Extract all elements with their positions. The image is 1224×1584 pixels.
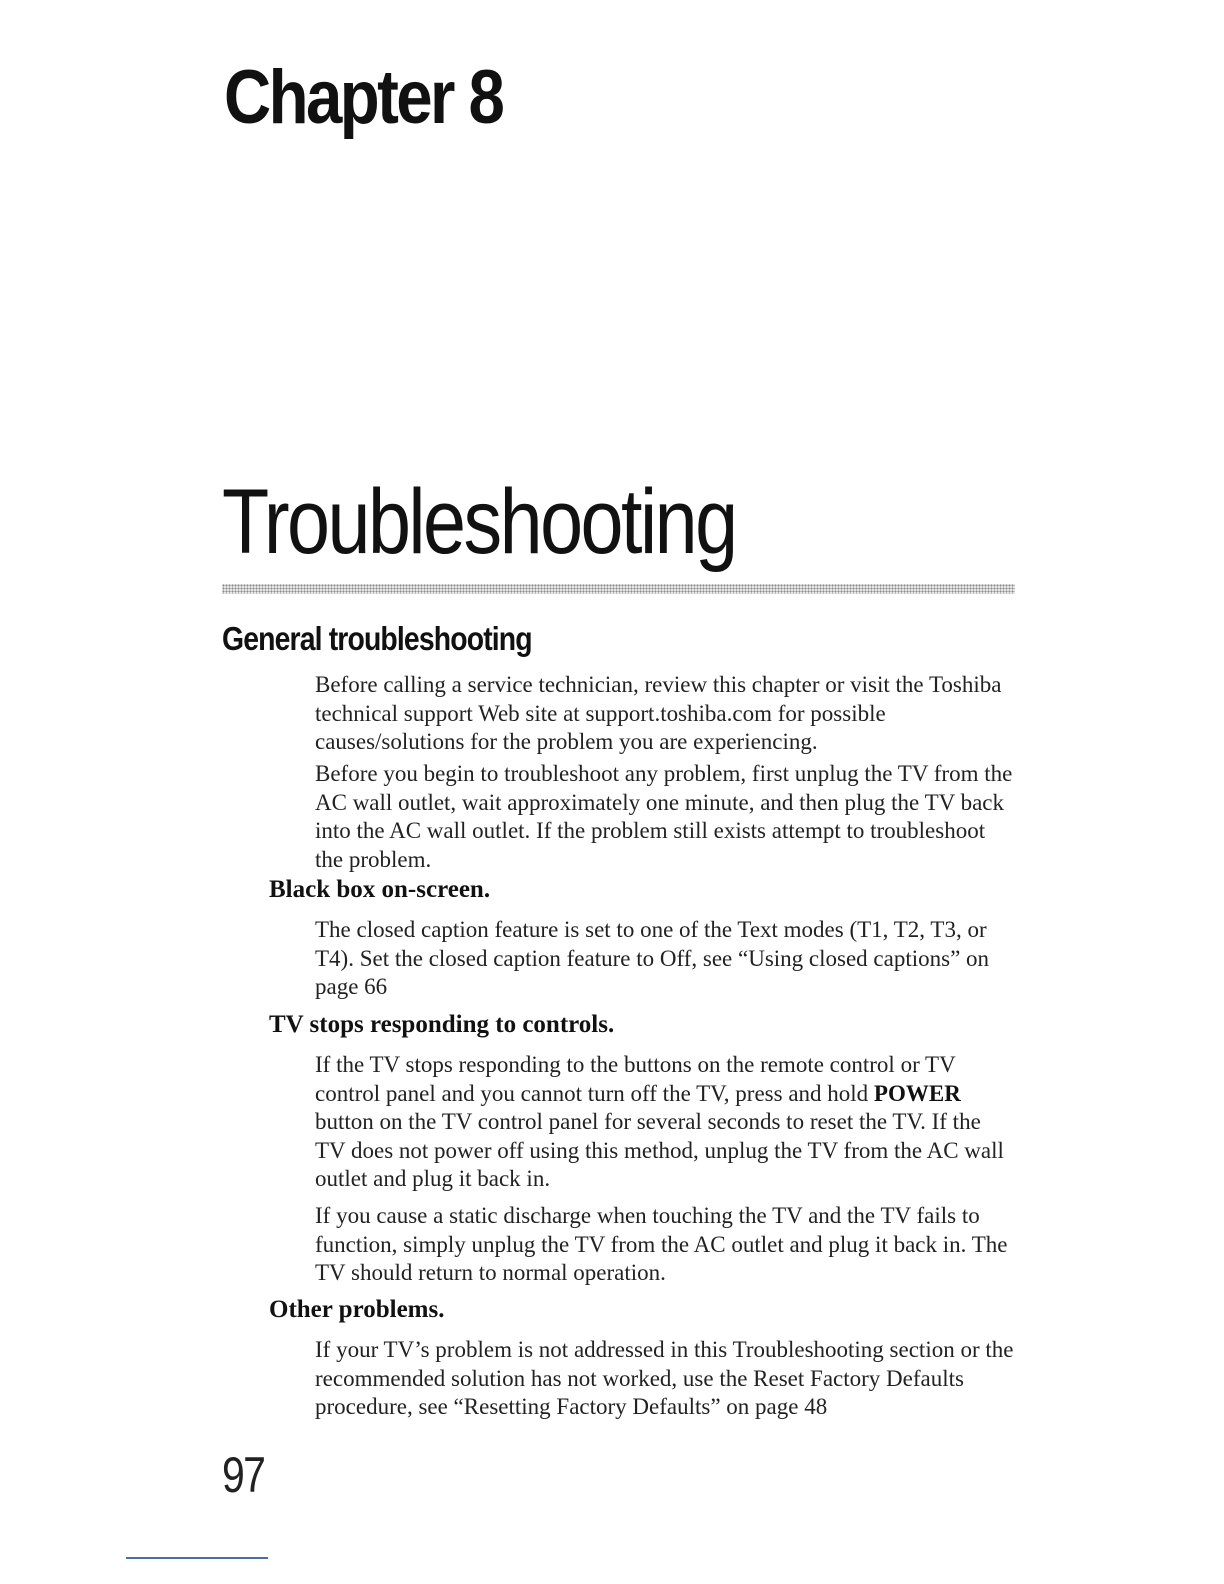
subsection-paragraph: If you cause a static discharge when touching the TV and the TV fails to function, simply unplug the TV from the AC outlet and plug it back in. The TV should return to normal operation. <box>315 1203 1008 1286</box>
text-run: button on the TV control panel for several seconds to reset the TV. If the TV does not power off using this method, unplug the TV from the AC wall outlet and plug it back in. <box>315 1109 1004 1192</box>
chapter-label: Chapter 8 <box>224 55 503 140</box>
footer-divider <box>126 1557 268 1559</box>
page-title: Troubleshooting <box>222 471 736 573</box>
subsection-heading: Black box on-screen. <box>269 876 491 903</box>
text-run: If the TV stops responding to the buttons on the remote control or TV control panel and you cannot turn off the TV, press and hold <box>315 1052 956 1106</box>
section-heading: General troubleshooting <box>222 620 532 657</box>
page-number: 97 <box>222 1447 265 1503</box>
power-button-label: POWER <box>873 1080 961 1106</box>
intro-paragraph: Before calling a service technician, review this chapter or visit the Toshiba technical support Web site at support.toshiba.com for possible causes/solutions for the problem you are experiencing. <box>315 672 1002 755</box>
subsection-paragraph: The closed caption feature is set to one of the Text modes (T1, T2, T3, or T4). Set the closed caption feature to Off, see “Using closed captions” on page 66 <box>315 917 990 1000</box>
subsection-paragraph <box>315 1051 1015 1194</box>
subsection-paragraph: If your TV’s problem is not addressed in this Troubleshooting section or the recommended solution has not worked, use the Reset Factory Defaults procedure, see “Resetting Factory Defaults” on page 48 <box>315 1337 1014 1420</box>
intro-paragraph: Before you begin to troubleshoot any problem, first unplug the TV from the AC wall outlet, wait approximately one minute, and then plug the TV back into the AC wall outlet. If the problem still exists attempt to troubleshoot the problem. <box>315 761 1013 872</box>
subsection-heading: Other problems. <box>269 1296 445 1323</box>
subsection-heading: TV stops responding to controls. <box>269 1011 615 1038</box>
decorative-rule <box>222 584 1015 594</box>
